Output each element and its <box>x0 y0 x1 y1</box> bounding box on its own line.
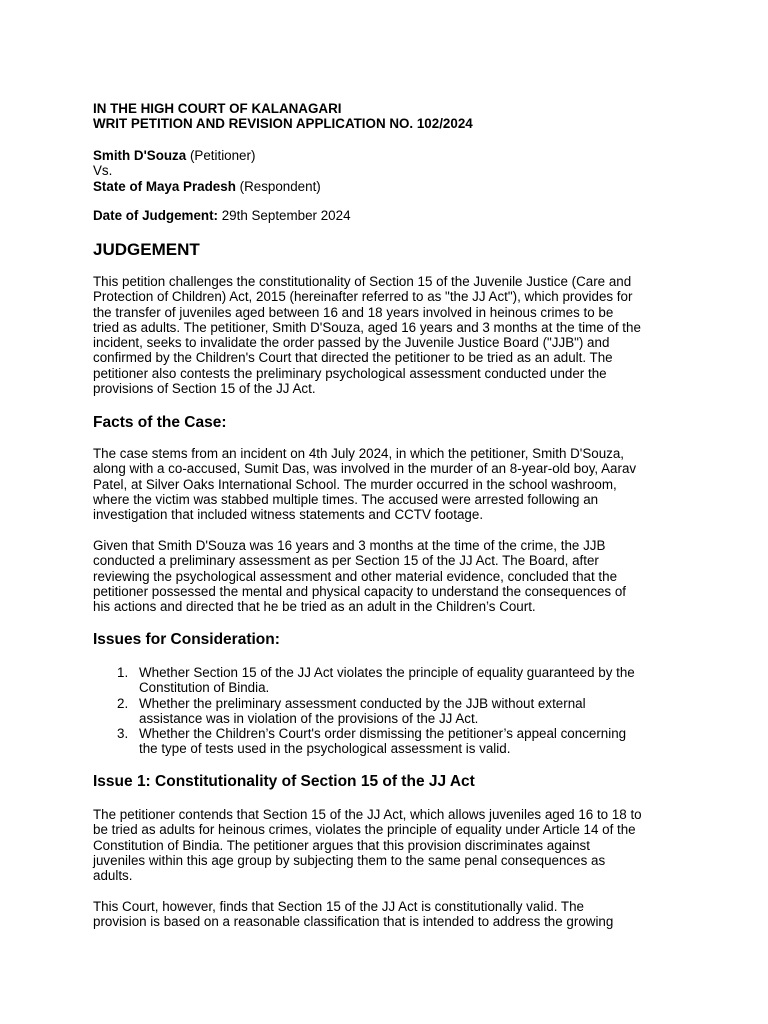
issue1-heading: Issue 1: Constitutionality of Section 15 of the JJ Act <box>93 773 475 790</box>
text-line: Constitution of Bindia. The petitioner argues that this provision discriminates against <box>93 837 590 853</box>
issue1-paragraph-2 <box>93 899 613 930</box>
parties-block <box>93 148 321 194</box>
text-line: provisions of Section 15 of the JJ Act. <box>93 381 316 397</box>
text-line: provision is based on a reasonable classification that is intended to address the growing <box>93 914 614 930</box>
text-line: Whether the Children’s Court's order dismissing the petitioner’s appeal concerning <box>139 726 627 742</box>
text-line: investigation that included witness statements and CCTV footage. <box>93 507 484 523</box>
facts-paragraph-1 <box>93 446 636 522</box>
intro-paragraph <box>93 274 641 396</box>
judgement-date-label: Date of Judgement: <box>93 208 218 223</box>
text-line: Patel, at Silver Oaks International School. The murder occurred in the school washroom, <box>93 476 617 492</box>
text-line: The case stems from an incident on 4th July 2024, in which the petitioner, Smith D'Souza, <box>93 446 625 461</box>
judgement-date <box>93 208 351 223</box>
versus: Vs. <box>93 163 113 179</box>
text-line: where the victim was stabbed multiple times. The accused were arrested following an <box>93 491 599 507</box>
text-line: his actions and directed that he be tried as an adult in the Children’s Court. <box>93 599 536 615</box>
list-number: 2. <box>117 695 129 711</box>
text-line: This petition challenges the constitutionality of Section 15 of the Juvenile Justice (Care and <box>93 274 632 289</box>
text-line: along with a co-accused, Sumit Das, was involved in the murder of an 8-year-old boy, Aarav <box>93 461 637 477</box>
text-line: the transfer of juveniles aged between 16 and 18 years involved in heinous crimes to be <box>93 304 614 320</box>
list-item <box>93 726 719 757</box>
issues-list <box>93 665 719 757</box>
case-header <box>93 101 473 132</box>
case-number: WRIT PETITION AND REVISION APPLICATION NO. 102/2024 <box>93 116 473 132</box>
facts-paragraph-2 <box>93 538 626 614</box>
list-item <box>93 696 719 727</box>
text-line: Whether Section 15 of the JJ Act violates the principle of equality guaranteed by the <box>139 665 635 680</box>
petitioner-role: (Petitioner) <box>186 148 256 163</box>
text-line: The petitioner contends that Section 15 of the JJ Act, which allows juveniles aged 16 to 18 to <box>93 807 642 822</box>
respondent-role: (Respondent) <box>235 178 321 194</box>
court-name: IN THE HIGH COURT OF KALANAGARI <box>93 101 342 116</box>
text-line: tried as adults. The petitioner, Smith D'Souza, aged 16 years and 3 months at the time of the <box>93 319 641 335</box>
list-number: 3. <box>117 726 129 742</box>
text-line: incident, seeks to invalidate the order passed by the Juvenile Justice Board ("JJB") and <box>93 335 610 351</box>
issue1-paragraph-1 <box>93 807 642 883</box>
judgement-date-value: 29th September 2024 <box>218 208 351 223</box>
text-line: adults. <box>93 868 133 884</box>
text-line: Protection of Children) Act, 2015 (hereinafter referred to as "the JJ Act"), which provides for <box>93 289 633 305</box>
text-line: petitioner possessed the mental and physical capacity to understand the consequences of <box>93 583 626 599</box>
text-line: be tried as adults for heinous crimes, violates the principle of equality under Article 14 of the <box>93 822 636 838</box>
text-line: reviewing the psychological assessment and other material evidence, concluded that the <box>93 568 618 584</box>
text-line: the type of tests used in the psychological assessment is valid. <box>139 741 511 757</box>
petitioner-name: Smith D'Souza <box>93 148 187 163</box>
issues-heading: Issues for Consideration: <box>93 631 280 648</box>
respondent-name: State of Maya Pradesh <box>93 178 236 194</box>
text-line: petitioner also contests the preliminary psychological assessment conducted under the <box>93 365 607 381</box>
text-line: This Court, however, finds that Section 15 of the JJ Act is constitutionally valid. The <box>93 899 584 914</box>
text-line: juveniles within this age group by subjecting them to the same penal consequences as <box>93 852 606 868</box>
judgement-heading: JUDGEMENT <box>93 240 200 259</box>
text-line: confirmed by the Children's Court that directed the petitioner to be tried as an adult. The <box>93 350 613 366</box>
text-line: Constitution of Bindia. <box>139 680 270 696</box>
text-line: assistance was in violation of the provisions of the JJ Act. <box>139 710 479 726</box>
list-item <box>93 665 719 696</box>
petitioner-line <box>93 148 321 163</box>
text-line: Whether the preliminary assessment conducted by the JJB without external <box>139 695 586 711</box>
respondent-line <box>93 179 321 194</box>
list-number: 1. <box>117 665 129 680</box>
facts-heading: Facts of the Case: <box>93 414 227 431</box>
text-line: Given that Smith D'Souza was 16 years and 3 months at the time of the crime, the JJB <box>93 538 606 553</box>
text-line: conducted a preliminary assessment as per Section 15 of the JJ Act. The Board, after <box>93 553 599 569</box>
